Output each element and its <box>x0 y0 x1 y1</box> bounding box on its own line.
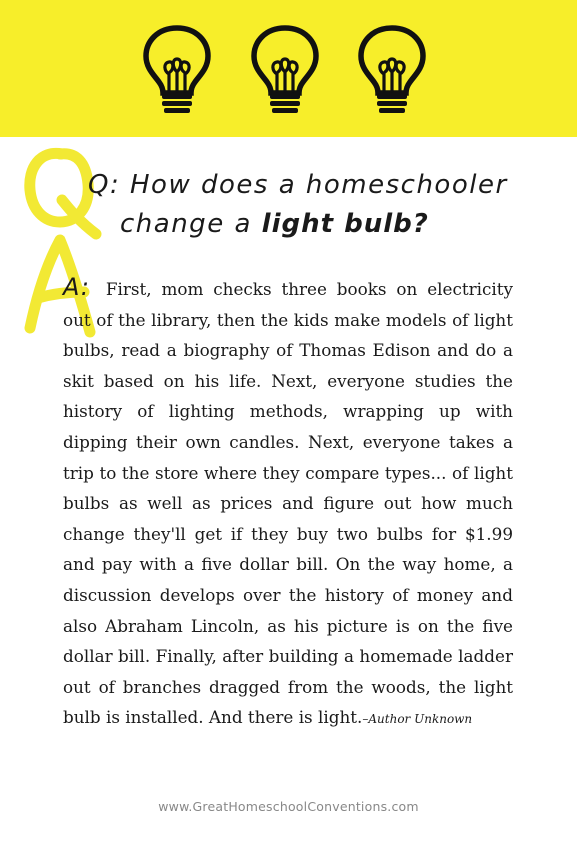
header-banner <box>0 0 577 137</box>
question-text-1: How does a homeschooler <box>130 170 508 200</box>
light-bulb-icon <box>245 22 325 118</box>
question-line-1 <box>88 170 508 200</box>
question-prefix: Q: <box>88 170 121 200</box>
light-bulb-icon <box>137 22 217 118</box>
question-text-2: change a <box>120 209 252 239</box>
answer-body: First, mom checks three books on electricity out of the library, then the kids make models of light bulbs, read a biography of Thomas Edison and do a skit based on his life. Next, everyone studies the history of lighting methods, wrapping up with dipping their own candles. Next, everyone takes a trip to the store where they compare types... of light bulbs as well as prices and figure out how much change they'll get if they buy two bulbs for $1.99 and pay with a five dollar bill. On the way home, a discussion develops over the history of money and also Abraham Lincoln, as his picture is on the five dollar bill. Finally, after building a homemade ladder out of branches dragged from the woods, the light bulb is installed. And there is light. <box>63 279 513 728</box>
answer-paragraph <box>63 272 513 735</box>
attribution: –Author Unknown <box>362 712 473 727</box>
footer-url: www.GreatHomeschoolConventions.com <box>158 799 419 814</box>
question-line-2 <box>120 209 429 239</box>
light-bulb-icon <box>352 22 432 118</box>
question-emphasis: light bulb? <box>261 209 429 239</box>
answer-prefix: A: <box>63 273 90 301</box>
